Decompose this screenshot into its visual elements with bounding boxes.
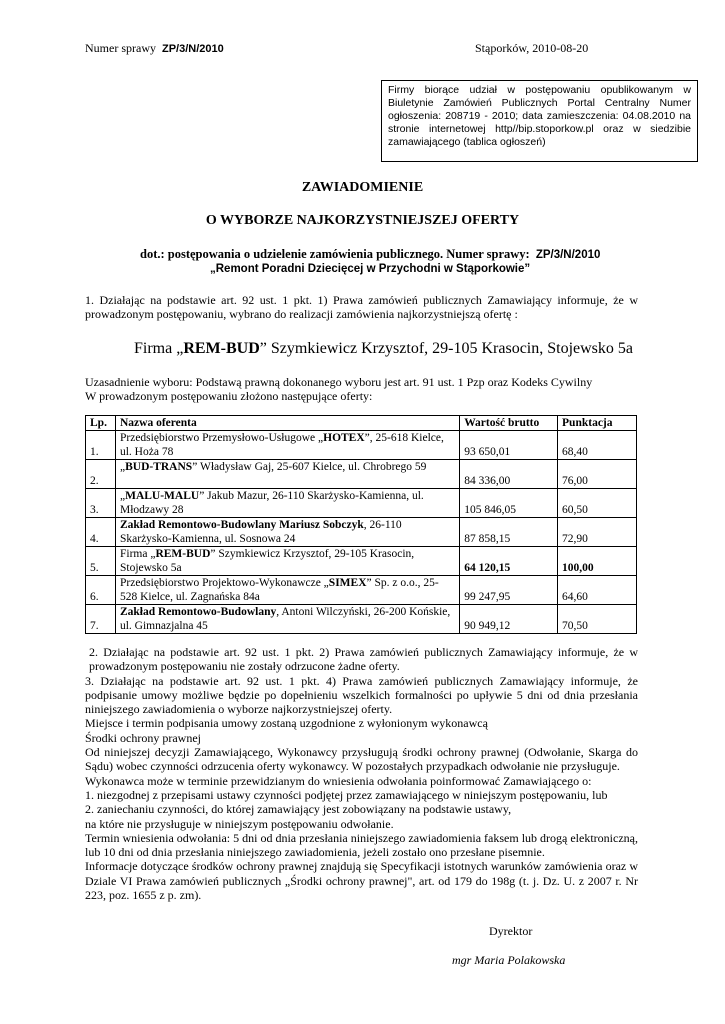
cell-value: 90 949,12: [460, 605, 558, 634]
header-place-date: Stąporków, 2010-08-20: [475, 41, 589, 55]
cell-name: [115, 547, 459, 576]
body-line: Informacje dotyczące środków ochrony prawnej znajdują się Specyfikacji istotnych warunków zamówienia oraz w Dziale VI Prawa zamówień publicznych „Środki ochrony prawnej", art. od 179 do 198g (t. j. Dz. U. z 2007 r. Nr 223, poz. 1655 z p. zm).: [85, 859, 638, 903]
name-bold: Zakład Remontowo-Budowlany: [119, 606, 277, 618]
name-bold: REM-BUD: [155, 548, 211, 560]
cell-points: 68,40: [558, 431, 637, 460]
body-line: Termin wniesienia odwołania: 5 dni od dnia przesłania niniejszego zawiadomienia faksem lub drogą elektroniczną, lub 10 dni od dnia przesłania niniejszego zawiadomienia, jeżeli zostało ono przesłane pisemnie.: [85, 830, 638, 860]
cell-name: [115, 431, 459, 460]
table-header-row: [86, 416, 637, 431]
winner-rest: ” Szymkiewicz Krzysztof, 29-105 Krasocin, Stojewsko 5a: [259, 340, 634, 357]
regarding-line: [140, 247, 600, 262]
offers-table: [85, 415, 637, 634]
name-post: ” Sp. z o.o., 25-528 Kielce, ul. Zagnańska 84a: [119, 577, 439, 603]
body-line: Wykonawca może w terminie przewidzianym do wniesienia odwołania poinformować Zamawiającego o:: [85, 773, 592, 788]
lower-body: [85, 645, 638, 902]
cell-value: 105 846,05: [460, 489, 558, 518]
cell-points: 70,50: [558, 605, 637, 634]
name-pre: Przedsiębiorstwo Projektowo-Wykonawcze „: [119, 577, 329, 589]
name-post: ” Władysław Gaj, 25-607 Kielce, ul. Chrobrego 59: [192, 461, 427, 473]
body-line: Od niniejszej decyzji Zamawiającego, Wykonawcy przysługują środki ochrony prawnej (Odwołanie, Skarga do Sądu) wobec czynności odrzucenia oferty wykonawcy. W pozostałych przypadkach odwołanie nie przysługuje.: [85, 745, 638, 774]
project-name: „Remont Poradni Dziecięcej w Przychodni w Stąporkowie”: [210, 263, 531, 275]
cell-name: [115, 489, 459, 518]
body-line: 1. niezgodnej z przepisami ustawy czynności podjętej przez zamawiającego w niniejszym postępowaniu, lub: [85, 787, 608, 802]
point-3: 3. Działając na podstawie art. 92 ust. 1 pkt. 4) Prawa zamówień publicznych Zamawiający informuje, że podpisanie umowy możliwe będzie po dopełnieniu wszelkich formalności po upływie 5 dni od dnia przesłania niniejszego zawiadomienia o wyborze najkorzystniejszej oferty.: [85, 673, 638, 717]
name-bold: SIMEX: [328, 577, 367, 589]
justification-line: Uzasadnienie wyboru: Podstawą prawną dokonanego wyboru jest art. 91 ust. 1 Pzp oraz Kodeks Cywilny: [85, 375, 593, 389]
name-pre: „: [119, 461, 126, 473]
name-bold: HOTEX: [323, 432, 365, 444]
point-1: 1. Działając na podstawie art. 92 ust. 1 pkt. 1) Prawa zamówień publicznych Zamawiający informuje, że w prowadzonym postępowaniu, wybrano do realizacji zamówienia najkorzystniejszą ofertę :: [85, 293, 638, 322]
cell-points: 100,00: [558, 547, 637, 576]
body-line: 2. zaniechaniu czynności, do której zamawiający jest zobowiązany na podstawie ustawy,: [85, 802, 512, 817]
page-title: ZAWIADOMIENIE: [301, 180, 424, 195]
table-row: [86, 518, 637, 547]
cell-value: 84 336,00: [460, 460, 558, 489]
point-2: 2. Działając na podstawie art. 92 ust. 1 pkt. 2) Prawa zamówień publicznych Zamawiający informuje, że w prowadzonym postępowaniu nie zostały odrzucone żadne oferty.: [89, 645, 638, 674]
cell-value: 87 858,15: [460, 518, 558, 547]
header-case-number: [85, 41, 224, 56]
cell-name: [115, 518, 459, 547]
name-bold: Zakład Remontowo-Budowlany Mariusz Sobczyk: [119, 519, 364, 531]
table-row: [86, 605, 637, 634]
table-row: [86, 431, 637, 460]
cell-points: 64,60: [558, 576, 637, 605]
cell-lp: 6.: [86, 576, 116, 605]
name-pre: „: [119, 490, 126, 502]
name-post: ” Jakub Mazur, 26-110 Skarżysko-Kamienna, ul. Młodzawy 28: [119, 490, 424, 516]
body-line: na które nie przysługuje w niniejszym postępowaniu odwołanie.: [85, 816, 394, 831]
col-header-lp: Lp.: [86, 416, 116, 431]
col-header-value: Wartość brutto: [460, 416, 558, 431]
signature-role: Dyrektor: [489, 924, 533, 938]
page-subtitle: O WYBORZE NAJKORZYSTNIEJSZEJ OFERTY: [205, 213, 520, 228]
name-pre: Przedsiębiorstwo Przemysłowo-Usługowe „: [119, 432, 324, 444]
table-row: [86, 576, 637, 605]
table-row: [86, 547, 637, 576]
col-header-points: Punktacja: [558, 416, 637, 431]
body-line: Środki ochrony prawnej: [85, 730, 201, 745]
cell-lp: 2.: [86, 460, 116, 489]
winner-line: [134, 340, 633, 358]
cell-name: [115, 605, 459, 634]
name-post: ”, 25-618 Kielce, ul. Hoża 78: [119, 432, 444, 458]
table-row: [86, 489, 637, 518]
cell-value: 99 247,95: [460, 576, 558, 605]
name-bold: BUD-TRANS: [125, 461, 193, 473]
cell-lp: 4.: [86, 518, 116, 547]
cell-points: 72,90: [558, 518, 637, 547]
name-post: ” Szymkiewicz Krzysztof, 29-105 Krasocin, Stojewsko 5a: [119, 548, 415, 574]
cell-lp: 3.: [86, 489, 116, 518]
case-number: ZP/3/N/2010: [161, 43, 224, 55]
notice-box: Firmy biorące udział w postępowaniu opublikowanym w Biuletynie Zamówień Publicznych Portal Centralny Numer ogłoszenia: 208719 - 2010; data zamieszczenia: 04.08.2010 na stronie internetowej http//bip.stoporkow.pl oraz w siedzibie zamawiającego (tablica ogłoszeń): [381, 80, 698, 162]
cell-name: [115, 576, 459, 605]
name-bold: MALU-MALU: [125, 490, 200, 502]
name-pre: Firma „: [119, 548, 156, 560]
winner-prefix: Firma „: [134, 340, 184, 357]
cell-value: 93 650,01: [460, 431, 558, 460]
cell-lp: 7.: [86, 605, 116, 634]
signature-name: mgr Maria Polakowska: [452, 953, 566, 967]
cell-lp: 1.: [86, 431, 116, 460]
cell-value: 64 120,15: [460, 547, 558, 576]
winner-name: REM-BUD: [183, 340, 260, 357]
body-line: Miejsce i termin podpisania umowy zostaną uzgodnione z wyłonionym wykonawcą: [85, 716, 488, 731]
name-post: , Antoni Wilczyński, 26-200 Końskie, ul. Gimnazjalna 45: [119, 606, 451, 632]
name-post: , 26-110 Skarżysko-Kamienna, ul. Sosnowa 24: [119, 519, 402, 545]
col-header-name: Nazwa oferenta: [115, 416, 459, 431]
regarding-case-number: ZP/3/N/2010: [535, 249, 601, 261]
justification: [85, 375, 645, 404]
case-label: Numer sprawy: [85, 41, 156, 55]
cell-lp: 5.: [86, 547, 116, 576]
table-row: [86, 460, 637, 489]
cell-name: [115, 460, 459, 489]
justification-line: W prowadzonym postępowaniu złożono następujące oferty:: [85, 389, 373, 404]
regarding-prefix: dot.: postępowania o udzielenie zamówienia publicznego. Numer sprawy:: [140, 247, 530, 261]
cell-points: 60,50: [558, 489, 637, 518]
cell-points: 76,00: [558, 460, 637, 489]
